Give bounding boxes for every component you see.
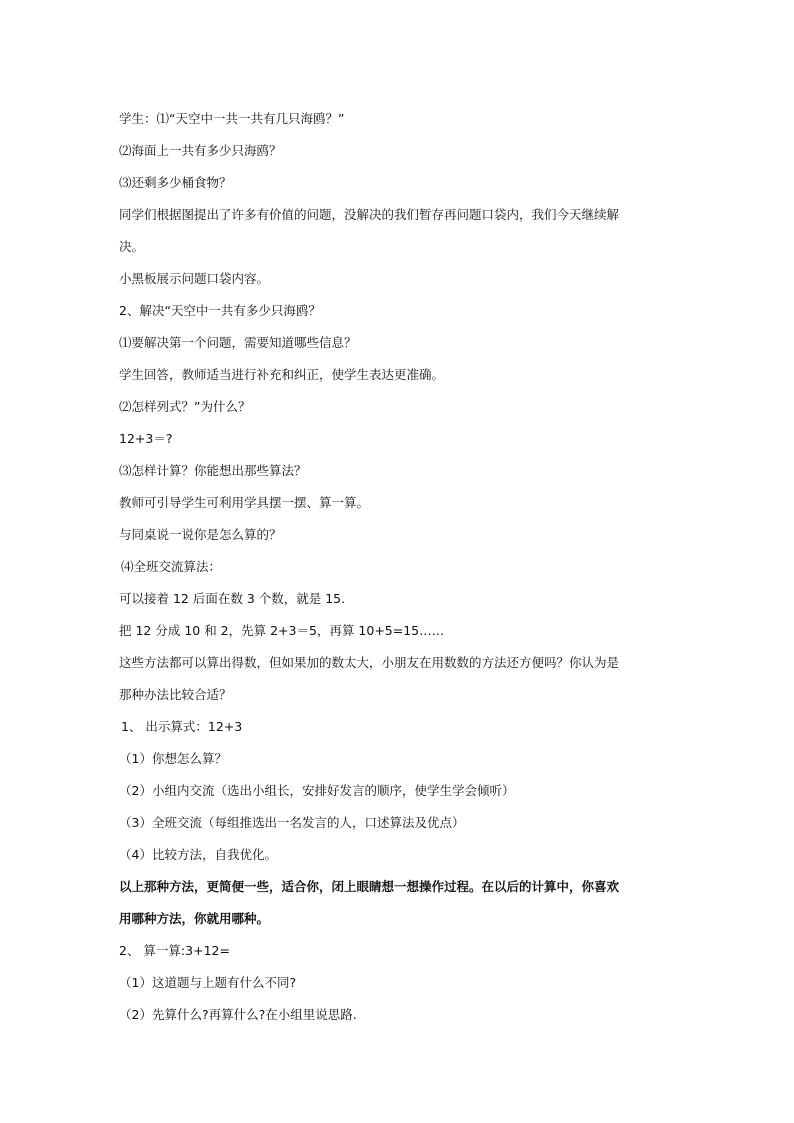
- text-line: 学生回答，教师适当进行补充和纠正，使学生表达更准确。: [119, 367, 445, 382]
- text-line: 把 12 分成 10 和 2，先算 2+3＝5，再算 10+5=15……: [119, 623, 445, 638]
- text-line: （1）你想怎么算？: [119, 751, 227, 766]
- text-line: ⑵海面上一共有多少只海鸥？: [119, 143, 282, 158]
- text-line: ⑵怎样列式？”为什么？: [119, 399, 251, 414]
- text-line: （1）这道题与上题有什么不同?: [119, 975, 297, 990]
- text-line: 教师可引导学生可利用学具摆一摆、算一算。: [119, 495, 370, 510]
- text-line: 同学们根据图提出了许多有价值的问题，没解决的我们暂存再问题口袋内，我们今天继续解: [119, 207, 620, 222]
- text-line: （3）全班交流（每组推选出一名发言的人，口述算法及优点）: [119, 815, 465, 830]
- text-line: 那种办法比较合适？: [119, 687, 232, 702]
- text-line: ⑷全班交流算法：: [121, 559, 222, 574]
- text-line: （2）先算什么?再算什么?在小组里说思路.: [119, 1007, 357, 1022]
- text-line: 1、 出示算式：12+3: [121, 719, 243, 734]
- text-line: ⑶怎样计算？你能想出那些算法？: [119, 463, 307, 478]
- text-line-bold: 以上那种方法，更简便一些，适合你，闭上眼睛想一想操作过程。在以后的计算中，你喜欢: [119, 879, 620, 894]
- text-line-bold: 用哪种方法，你就用哪种。: [119, 911, 270, 926]
- text-line: 小黑板展示问题口袋内容。: [119, 271, 270, 286]
- text-line: 决。: [119, 239, 145, 254]
- text-line: （4）比较方法，自我优化。: [119, 847, 277, 862]
- text-line: 可以接着 12 后面在数 3 个数，就是 15.: [119, 591, 346, 606]
- text-line: 学生：⑴“天空中一共一共有几只海鸥？”: [119, 111, 345, 126]
- text-line: 与同桌说一说你是怎么算的？: [119, 527, 282, 542]
- text-line: 这些方法都可以算出得数，但如果加的数太大，小朋友在用数数的方法还方便吗？你认为是: [119, 655, 620, 670]
- text-line: 12+3＝?: [119, 431, 173, 446]
- text-line: 2、解决“天空中一共有多少只海鸥？: [119, 303, 321, 318]
- text-line: 2、 算一算:3+12=: [119, 943, 230, 958]
- text-line: （2）小组内交流（选出小组长，安排好发言的顺序，使学生学会倾听）: [119, 783, 515, 798]
- text-line: ⑴要解决第一个问题，需要知道哪些信息？: [119, 335, 357, 350]
- text-line: ⑶还剩多少桶食物？: [119, 175, 232, 190]
